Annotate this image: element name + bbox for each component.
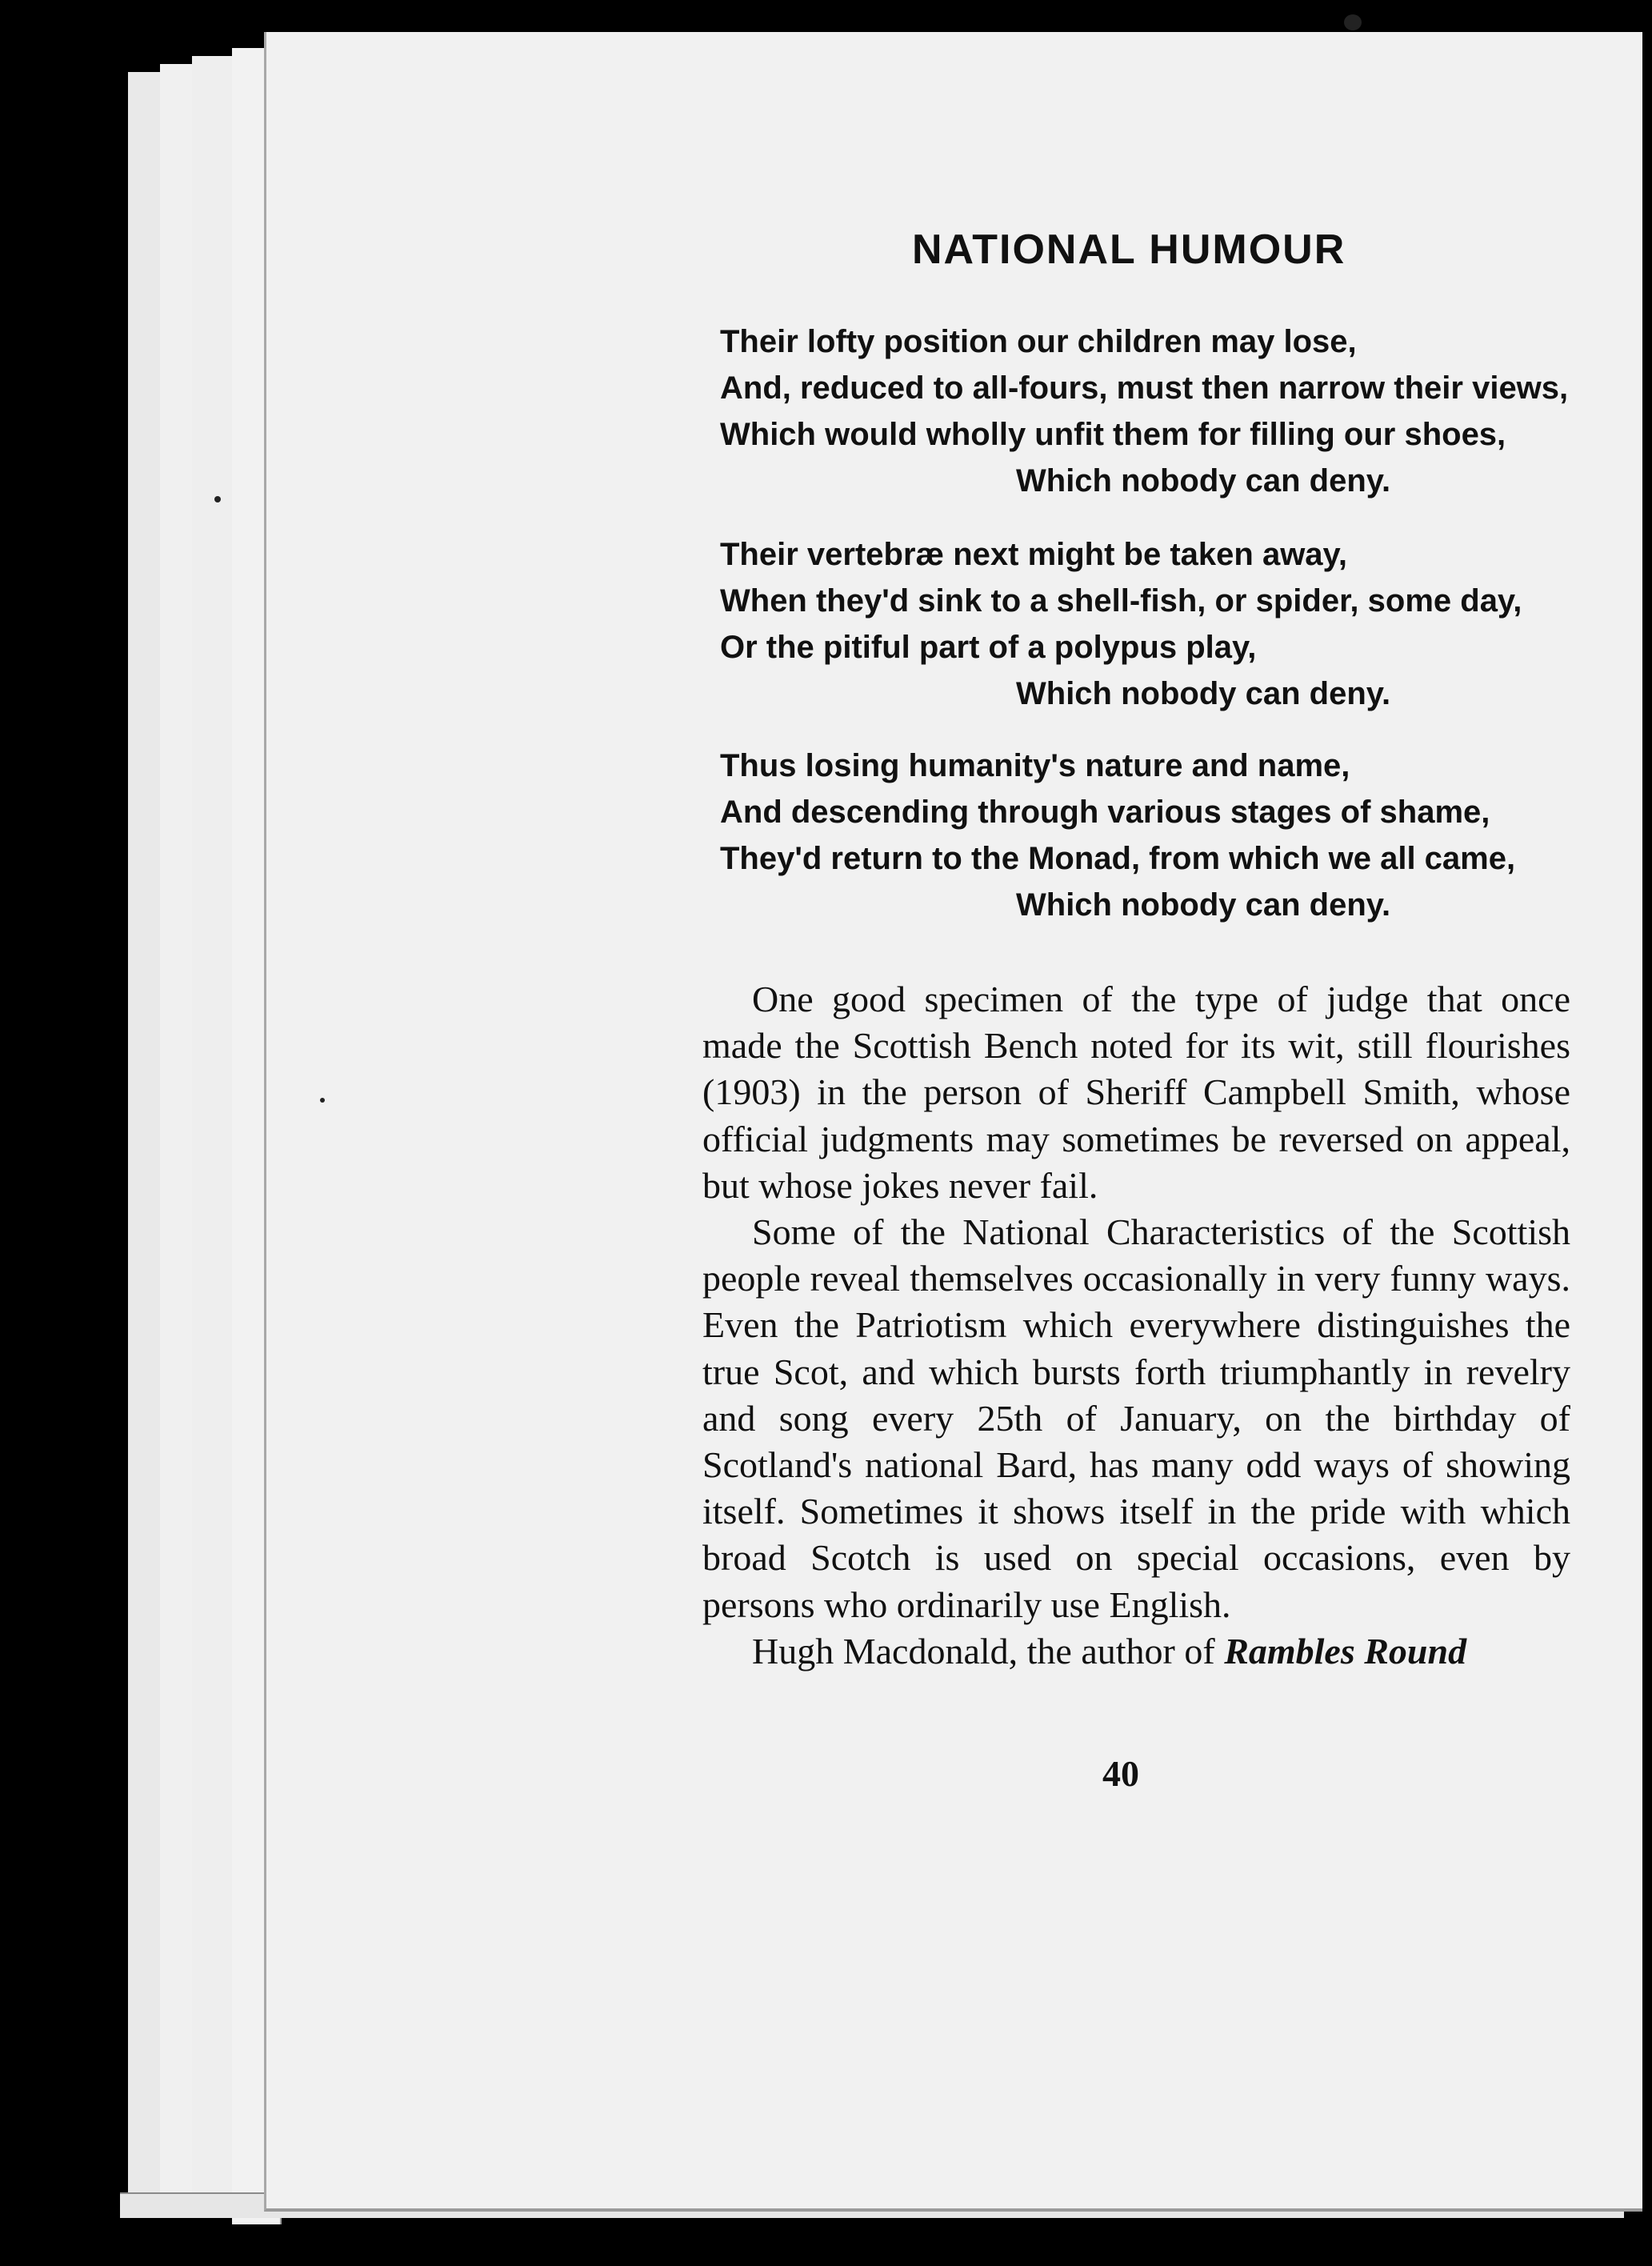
book-title-italic: Rambles Round [1224, 1630, 1467, 1671]
page-number: 40 [1102, 1753, 1139, 1794]
verse-refrain: Which nobody can deny. [1016, 463, 1391, 498]
verse-line: Their lofty position our children may lose, [720, 324, 1357, 359]
scan-speck [214, 496, 221, 502]
paragraph: Some of the National Characteristics of the Scottish people reveal themselves occasionally in very funny ways. Even the Patriotism which everywhere distinguishes the true Scot, and which bursts forth triumphantly in revelry and song every 25th of January, on the birthday of Scotland's national Bard, has many odd ways of showing itself. Sometimes it shows itself in the pride with which broad Scotch is used on special occasions, even by persons who ordinarily use English. [702, 1211, 1570, 1625]
verse-line: Thus losing humanity's nature and name, [720, 748, 1350, 783]
verse-line: Which would wholly unfit them for filling our shoes, [720, 417, 1506, 452]
verse-line: And, reduced to all-fours, must then narrow their views, [720, 370, 1569, 406]
scan-speck [320, 1098, 325, 1103]
prose-body [702, 976, 1570, 1675]
verse-refrain: Which nobody can deny. [1016, 887, 1391, 923]
verse-line: They'd return to the Monad, from which we all came, [720, 841, 1516, 876]
paragraph: One good specimen of the type of judge that once made the Scottish Bench noted for its wit, still flourishes (1903) in the person of Sheriff Campbell Smith, whose official judgments may sometimes be reversed on appeal, but whose jokes never fail. [702, 979, 1570, 1206]
running-head: NATIONAL HUMOUR [912, 226, 1346, 273]
verse-refrain: Which nobody can deny. [1016, 676, 1391, 711]
verse-stanza-3 [720, 743, 1600, 928]
verse-stanza-1 [720, 318, 1600, 504]
scan-speck [1344, 14, 1362, 30]
verse-line: When they'd sink to a shell-fish, or spider, some day, [720, 583, 1522, 619]
verse-line: And descending through various stages of shame, [720, 795, 1490, 830]
paragraph-text: Hugh Macdonald, the author of [752, 1630, 1225, 1671]
paragraph-continued [702, 1628, 1570, 1675]
verse-line: Their vertebræ next might be taken away, [720, 537, 1347, 572]
verse-line: Or the pitiful part of a polypus play, [720, 630, 1257, 665]
verse-stanza-2 [720, 531, 1600, 717]
